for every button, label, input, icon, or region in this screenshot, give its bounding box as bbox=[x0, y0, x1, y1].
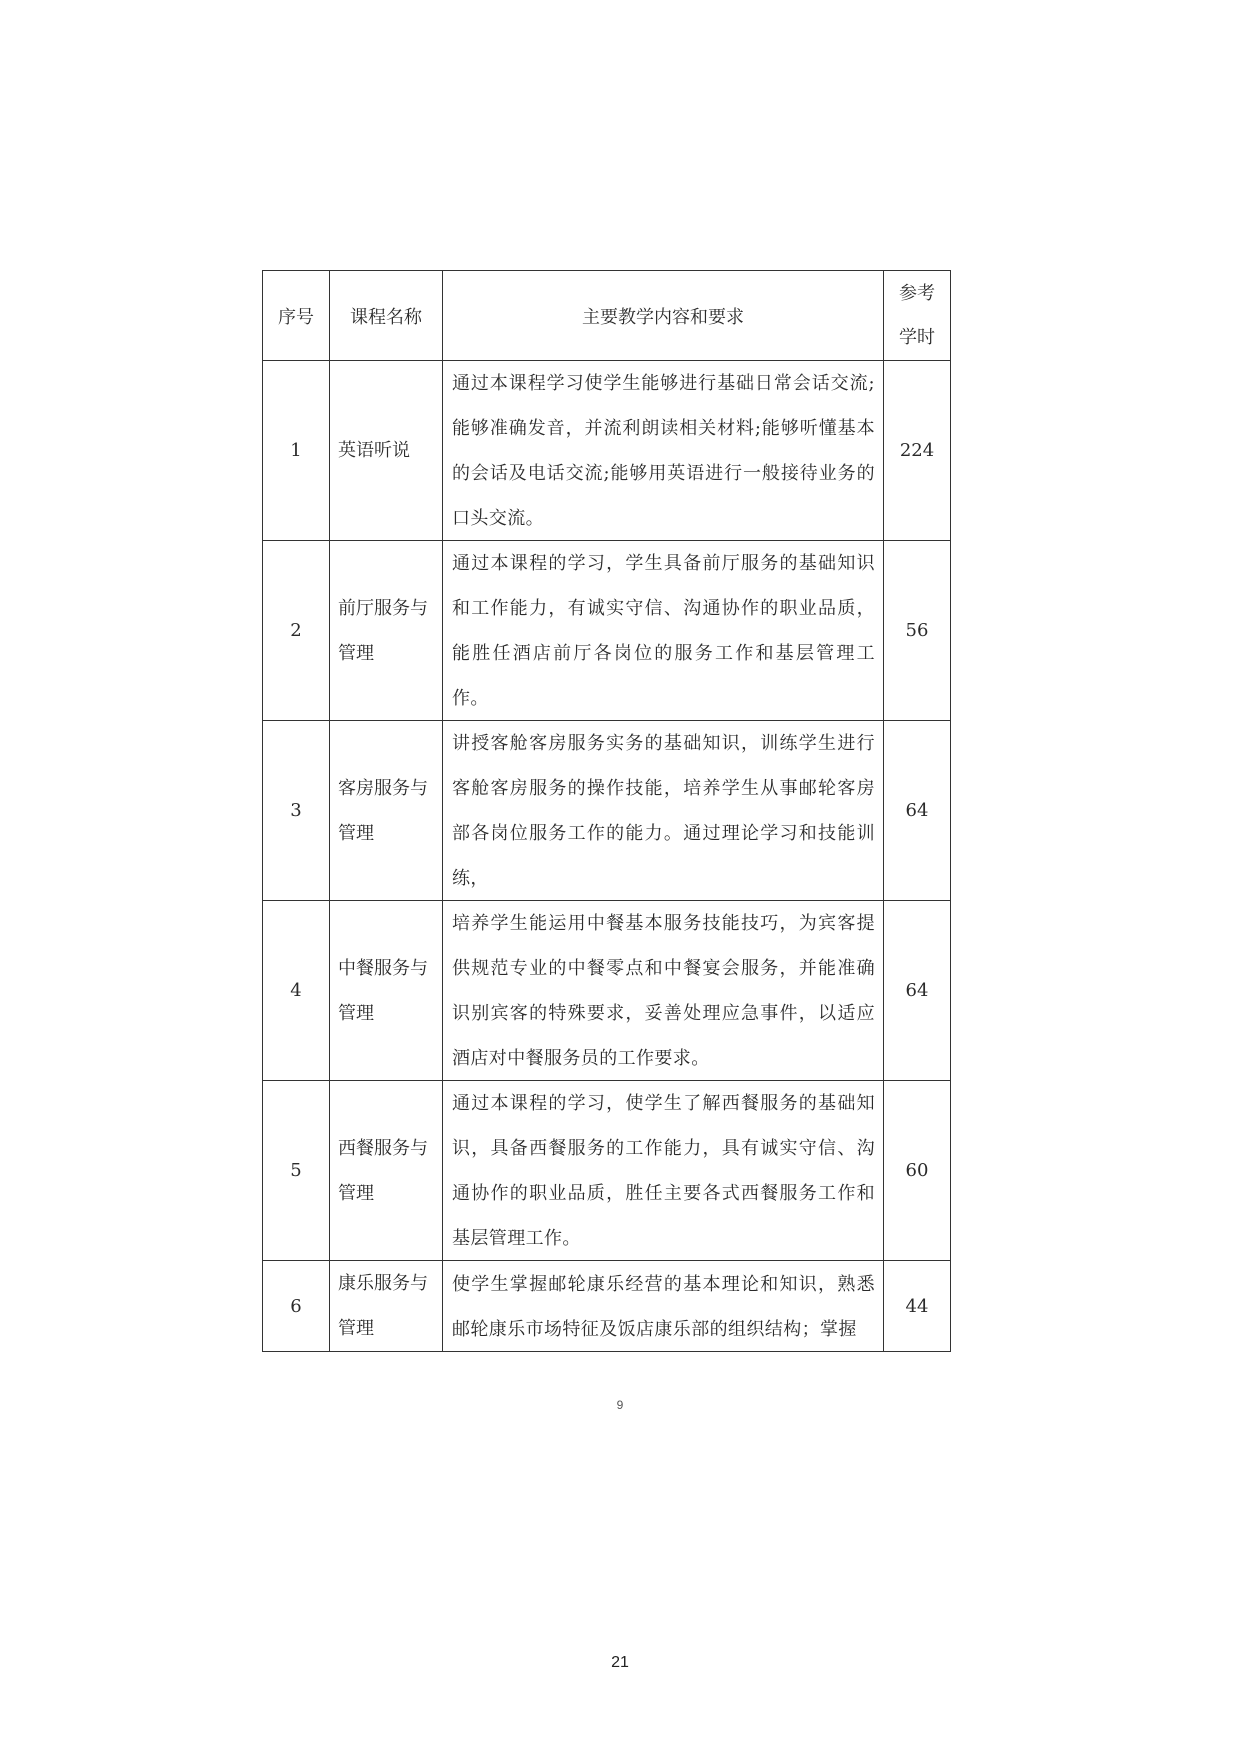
row-hours: 224 bbox=[884, 361, 951, 541]
header-content: 主要教学内容和要求 bbox=[443, 271, 884, 361]
row-seq: 4 bbox=[263, 901, 330, 1081]
row-content bbox=[443, 901, 884, 1081]
row-hours: 44 bbox=[884, 1261, 951, 1352]
header-hours-line2: 学时 bbox=[899, 326, 935, 348]
row-content bbox=[443, 361, 884, 541]
row-course-name: 中餐服务与管理 bbox=[330, 901, 443, 1081]
row-content bbox=[443, 541, 884, 721]
row-content-text: 使学生掌握邮轮康乐经营的基本理论和知识，熟悉邮轮康乐市场特征及饭店康乐部的组织结构；掌握 bbox=[452, 1273, 875, 1340]
table-row bbox=[263, 541, 951, 721]
row-seq: 1 bbox=[263, 361, 330, 541]
header-hours bbox=[884, 271, 951, 361]
header-course-name: 课程名称 bbox=[330, 271, 443, 361]
row-seq: 2 bbox=[263, 541, 330, 721]
row-hours: 60 bbox=[884, 1081, 951, 1261]
row-course-name: 客房服务与管理 bbox=[330, 721, 443, 901]
table-row bbox=[263, 721, 951, 901]
row-content-text: 培养学生能运用中餐基本服务技能技巧，为宾客提供规范专业的中餐零点和中餐宴会服务，并能准确识别宾客的特殊要求，妥善处理应急事件，以适应酒店对中餐服务员的工作要求。 bbox=[452, 913, 875, 1069]
row-hours: 56 bbox=[884, 541, 951, 721]
table-row bbox=[263, 901, 951, 1081]
row-content-text: 通过本课程的学习，使学生了解西餐服务的基础知识，具备西餐服务的工作能力，具有诚实守信、沟通协作的职业品质，胜任主要各式西餐服务工作和基层管理工作。 bbox=[452, 1093, 875, 1249]
row-content bbox=[443, 721, 884, 901]
table-row bbox=[263, 1261, 951, 1352]
row-course-name: 西餐服务与管理 bbox=[330, 1081, 443, 1261]
row-seq: 3 bbox=[263, 721, 330, 901]
row-seq: 6 bbox=[263, 1261, 330, 1352]
header-seq: 序号 bbox=[263, 271, 330, 361]
table-row bbox=[263, 1081, 951, 1261]
row-course-name: 康乐服务与管理 bbox=[330, 1261, 443, 1352]
row-hours: 64 bbox=[884, 721, 951, 901]
page-number: 21 bbox=[611, 1654, 629, 1671]
course-table bbox=[262, 270, 951, 1352]
table-header-row bbox=[263, 271, 951, 361]
row-content-text: 通过本课程学习使学生能够进行基础日常会话交流;能够准确发音，并流利朗读相关材料;能够听懂基本的会话及电话交流;能够用英语进行一般接待业务的口头交流。 bbox=[452, 373, 875, 529]
table-row bbox=[263, 361, 951, 541]
row-course-name: 英语听说 bbox=[330, 361, 443, 541]
inner-page-number: 9 bbox=[616, 1398, 624, 1412]
row-content-text: 讲授客舱客房服务实务的基础知识，训练学生进行客舱客房服务的操作技能，培养学生从事邮轮客房部各岗位服务工作的能力。通过理论学习和技能训练， bbox=[452, 733, 875, 889]
row-content bbox=[443, 1261, 884, 1352]
row-content bbox=[443, 1081, 884, 1261]
row-course-name: 前厅服务与管理 bbox=[330, 541, 443, 721]
row-seq: 5 bbox=[263, 1081, 330, 1261]
row-hours: 64 bbox=[884, 901, 951, 1081]
header-hours-line1: 参考 bbox=[899, 282, 935, 304]
row-content-text: 通过本课程的学习，学生具备前厅服务的基础知识和工作能力，有诚实守信、沟通协作的职业品质，能胜任酒店前厅各岗位的服务工作和基层管理工作。 bbox=[452, 553, 875, 709]
